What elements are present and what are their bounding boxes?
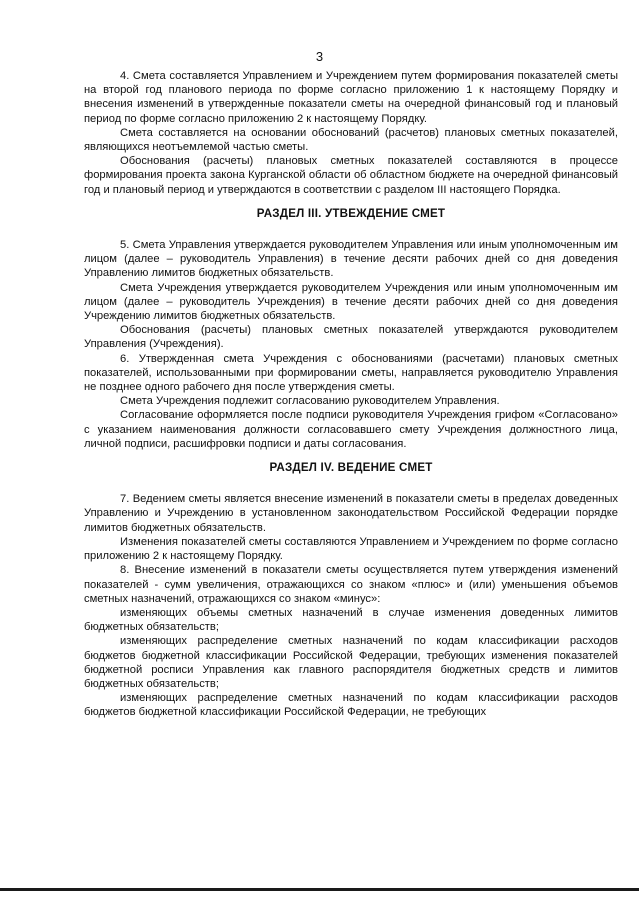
page-number: 3 [315, 49, 324, 64]
paragraph-7: 7. Ведением сметы является внесение изменений в показатели сметы в пределах доведенных Управлению и Учреждению в установленном законодательством Российской Федерации порядке лимитов бюджетных обязательств. [84, 493, 618, 534]
paragraph-6: 6. Утвержденная смета Учреждения с обоснованиями (расчетами) плановых сметных показателей, использованными при формировании сметы, направляется руководителю Управления не позднее одного рабочего дня после утверждения сметы. [84, 352, 618, 394]
paragraph-7-changes: Изменения показателей сметы составляются Управлением и Учреждением по форме согласно приложению 2 к настоящему Порядку. [84, 535, 618, 563]
paragraph-4-basis: Смета составляется на основании обоснований (расчетов) плановых сметных показателей, являющихся неотъемлемой частью сметы. [84, 126, 618, 154]
paragraph-6-approval: Смета Учреждения подлежит согласованию руководителем Управления. [120, 395, 500, 408]
section-4-heading: РАЗДЕЛ IV. ВЕДЕНИЕ СМЕТ [269, 461, 433, 475]
paragraph-4-calculations: Обоснования (расчеты) плановых сметных показателей составляются в процессе формирования проекта закона Курганской области об областном бюджете на очередной финансовый год и плановый период и утверждаются в соответствии с разделом III настоящего Порядка. [84, 155, 618, 196]
paragraph-5: 5. Смета Управления утверждается руководителем Управления или иным уполномоченным им лицом (далее – руководитель Управления) в течение десяти рабочих дней со дня доведения Управлению лимитов бюджетных обязательств. [84, 239, 618, 280]
paragraph-8-item-3: изменяющих распределение сметных назначений по кодам классификации расходов бюджетов бюджетной классификации Российской Федерации, не требующих [84, 692, 618, 719]
section-3-heading: РАЗДЕЛ III. УТВЕЖДЕНИЕ СМЕТ [256, 206, 446, 220]
document-body [84, 69, 618, 720]
paragraph-5-institution: Смета Учреждения утверждается руководителем Учреждения или иным уполномоченным им лицом (далее – руководитель Учреждения) в течение десяти рабочих дней со дня доведения Учреждению лимитов бюджетных обязательств. [84, 281, 618, 323]
paragraph-5-calculations: Обоснования (расчеты) плановых сметных показателей утверждаются руководителем Управления (Учреждения). [84, 324, 618, 351]
paragraph-8-item-2: изменяющих распределение сметных назначений по кодам классификации расходов бюджетов бюджетной классификации Российской Федерации, требующих изменения показателей бюджетной росписи Управления как главного распорядителя бюджетных средств и лимитов бюджетных обязательств; [84, 635, 618, 690]
paragraph-6-stamp: Согласование оформляется после подписи руководителя Учреждения грифом «Согласовано» с указанием наименования должности согласовавшего смету Учреждения должностного лица, личной подписи, расшифровки подписи и даты согласования. [84, 409, 618, 450]
paragraph-8-item-1: изменяющих объемы сметных назначений в случае изменения доведенных лимитов бюджетных обязательств; [84, 606, 618, 634]
bottom-rule [0, 888, 639, 891]
paragraph-4: 4. Смета составляется Управлением и Учреждением путем формирования показателей сметы на второй год планового периода по форме согласно приложению 1 к настоящему Порядку и внесения изменений в утвержденные показатели сметы на очередной финансовый год и плановый период по форме согласно приложению 2 к настоящему Порядку. [84, 70, 618, 125]
paragraph-8: 8. Внесение изменений в показатели сметы осуществляется путем утверждения изменений показателей - сумм увеличения, отражающихся со знаком «плюс» и (или) уменьшения объемов сметных назначений, отражающихся со знаком «минус»: [84, 564, 618, 605]
